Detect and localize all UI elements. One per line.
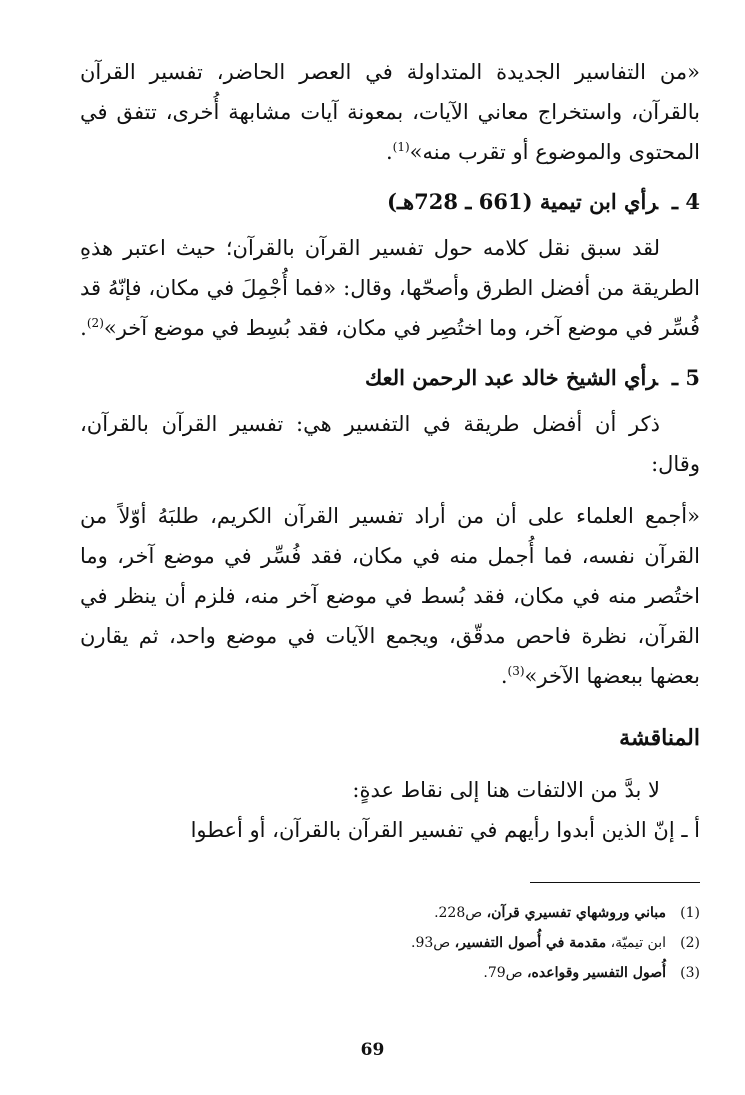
footnote-number: (2)	[680, 935, 700, 951]
footnote-2	[140, 928, 700, 958]
footnotes	[140, 898, 700, 988]
paragraph-5: لا بدَّ من الالتفات هنا إلى نقاط عدةٍ:	[352, 778, 660, 802]
paragraph-2-text: لقد سبق نقل كلامه حول تفسير القرآن بالقرآن؛ حيث اعتبر هذهِ الطريقة من أفضل الطرق وأصحّها، وقال: «فما أُجْمِلَ في مكان، فإنّهُ قد فُسِّر في موضع آخر، وما اختُصِر في مكان، فقد بُسِط في موضع آخر»	[80, 236, 700, 340]
footnote-divider	[530, 882, 700, 883]
heading-khalid-alak	[80, 358, 700, 398]
footnote-number: (3)	[680, 965, 700, 981]
footnote-3	[140, 958, 700, 988]
footnote-author: ابن تيميّة،	[606, 935, 666, 951]
footnote-number: (1)	[680, 905, 700, 921]
heading-ibn-taymiyya	[80, 182, 700, 222]
page-body	[80, 52, 700, 850]
footnote-ref-3[interactable]: (3)	[507, 664, 525, 678]
paragraph-1: «من التفاسير الجديدة المتداولة في العصر الحاضر، تفسير القرآن بالقرآن، واستخراج معاني الآيات، بمعونة آيات مشابهة أُخرى، تتفق في المحتوى والموضوع أو تقرب منه»$^{(1)}$.	[80, 60, 700, 164]
heading-4-number: 4 ـ	[671, 189, 700, 214]
footnote-page: ص228.	[434, 905, 487, 921]
paragraph-2: لقد سبق نقل كلامه حول تفسير القرآن بالقرآن؛ حيث اعتبر هذهِ الطريقة من أفضل الطرق وأصحّها، وقال: «فما أُجْمِلَ في مكان، فإنّهُ قد فُسِّر في موضع آخر، وما اختُصِر في مكان، فقد بُسِط في موضع آخر»$^{(2)}$.	[80, 236, 700, 340]
footnote-page: ص79.	[483, 965, 528, 981]
footnote-ref-1[interactable]: (1)	[392, 140, 410, 154]
paragraph-1-text: «من التفاسير الجديدة المتداولة في العصر الحاضر، تفسير القرآن بالقرآن، واستخراج معاني الآيات، بمعونة آيات مشابهة أُخرى، تتفق في المحتوى والموضوع أو تقرب منه»	[80, 60, 700, 164]
paragraph-4-text: «أجمع العلماء على أن من أراد تفسير القرآن الكريم، طلبَهُ أوّلاً من القرآن نفسه، فما أُجمل منه في مكان، فقد فُسِّر في موضع آخر، وما اختُصر منه في مكان، فقد بُسط في موضع آخر منه، فلزم أن ينظر في القرآن، نظرة فاحص مدقّق، ويجمع الآيات في موضع واحد، ثم يقارن بعضها ببعضها الآخر»	[80, 504, 700, 688]
heading-5-number: 5 ـ	[671, 365, 700, 390]
footnote-ref-2[interactable]: (2)	[86, 316, 104, 330]
paragraph-3: ذكر أن أفضل طريقة في التفسير هي: تفسير القرآن بالقرآن، وقال:	[80, 412, 700, 476]
footnote-title: مباني وروشهاي تفسيري قرآن،	[486, 905, 666, 921]
heading-5-text: رأي الشيخ خالد عبد الرحمن العك	[364, 365, 658, 390]
footnote-page: ص93.	[410, 935, 455, 951]
footnote-title: مقدمة في أُصول التفسير،	[454, 935, 607, 951]
paragraph-6: أ ـ إنّ الذين أبدوا رأيهم في تفسير القرآن بالقرآن، أو أعطوا	[190, 818, 700, 842]
paragraph-4: «أجمع العلماء على أن من أراد تفسير القرآن الكريم، طلبَهُ أوّلاً من القرآن نفسه، فما أُجمل منه في مكان، فقد فُسِّر في موضع آخر، وما اختُصر منه في مكان، فقد بُسط في موضع آخر منه، فلزم أن ينظر في القرآن، نظرة فاحص مدقّق، ويجمع الآيات في موضع واحد، ثم يقارن بعضها ببعضها الآخر»$^{(3)}$.	[80, 504, 700, 688]
footnote-1	[140, 898, 700, 928]
page-number: 69	[360, 1040, 385, 1060]
heading-4-text: رأي ابن تيمية (661 ـ 728هـ)	[386, 189, 658, 214]
footnote-title: أُصول التفسير وقواعده،	[527, 965, 666, 981]
section-title-discussion: المناقشة	[619, 725, 700, 751]
